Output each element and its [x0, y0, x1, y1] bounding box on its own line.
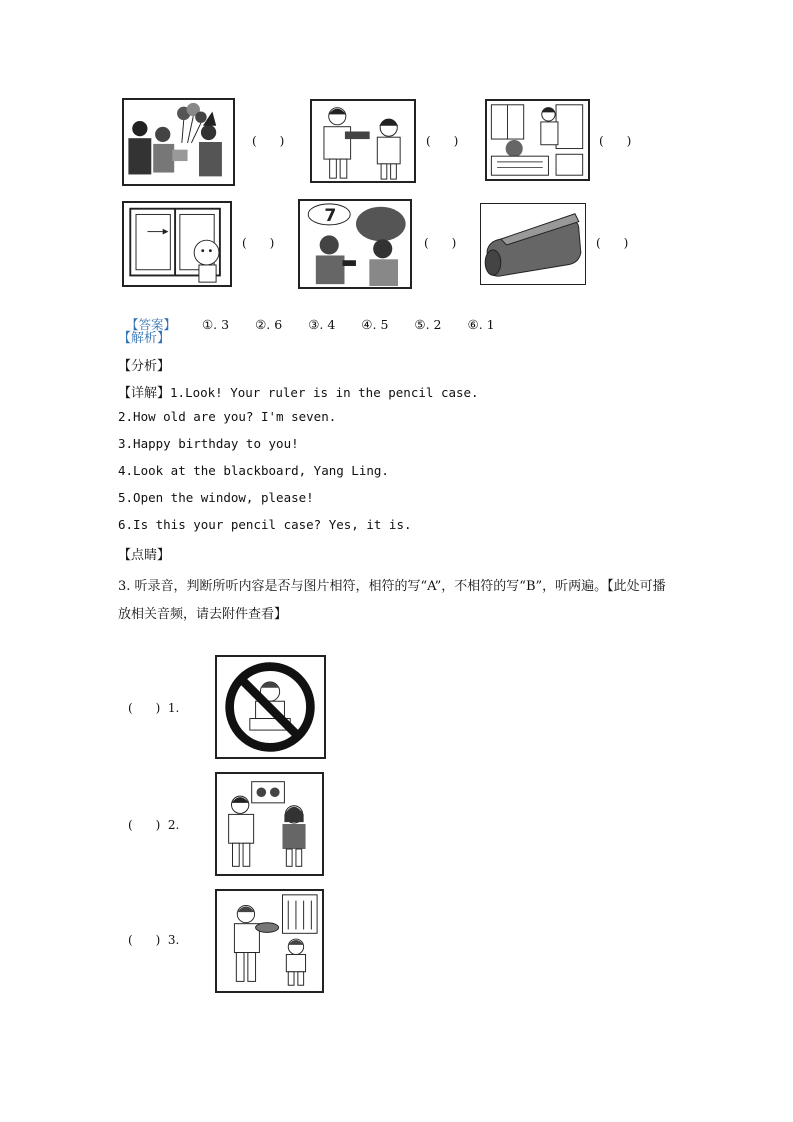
boy-gives-pencil-case-picture: [310, 99, 416, 183]
no-eating-sign-picture: [215, 655, 326, 759]
answer-item: ⑤. 2: [414, 317, 442, 332]
detail-sentence: 2.How old are you? I'm seven.: [118, 409, 337, 424]
match-blank-5[interactable]: ( ): [424, 236, 457, 250]
detail-sentence: 3.Happy birthday to you!: [118, 436, 299, 451]
judge-number: 2.: [167, 818, 180, 832]
answer-item: ④. 5: [361, 317, 389, 332]
boy-with-pie-picture: [215, 889, 324, 993]
answer-item: ①. 3: [201, 317, 230, 332]
birthday-party-picture: [122, 98, 235, 186]
detail-line-1: [118, 382, 479, 401]
detail-sentence: 1.Look! Your ruler is in the pencil case.: [170, 385, 479, 400]
judge-item-3: [128, 933, 179, 947]
svg-text:7: 7: [324, 206, 337, 227]
judge-blank[interactable]: ( ): [128, 818, 161, 832]
dianjing-label: 【点睛】: [118, 548, 171, 563]
answer-item: ③. 4: [308, 317, 336, 332]
match-blank-2[interactable]: ( ): [426, 134, 459, 148]
judge-number: 3.: [167, 933, 180, 947]
judge-blank[interactable]: ( ): [128, 701, 161, 715]
detail-sentence: 6.Is this your pencil case? Yes, it is.: [118, 517, 412, 532]
match-blank-4[interactable]: ( ): [242, 236, 275, 250]
judge-item-1: [128, 701, 179, 715]
answer-item: ②. 6: [255, 317, 283, 332]
answer-line: [118, 300, 495, 333]
detail-sentence: 5.Open the window, please!: [118, 490, 314, 505]
detail-label: 【详解】: [118, 386, 171, 401]
answer-item: ⑥. 1: [467, 317, 495, 332]
age-seven-picture: [298, 199, 412, 289]
match-blank-3[interactable]: ( ): [599, 134, 632, 148]
answer-label: 【答案】: [125, 317, 176, 332]
match-blank-1[interactable]: ( ): [252, 134, 285, 148]
open-window-picture: [122, 201, 232, 287]
judge-blank[interactable]: ( ): [128, 933, 161, 947]
match-blank-6[interactable]: ( ): [596, 236, 629, 250]
classroom-blackboard-picture: [485, 99, 590, 181]
judge-number: 1.: [167, 701, 180, 715]
pencil-case-picture: [480, 203, 586, 285]
detail-sentence: 4.Look at the blackboard, Yang Ling.: [118, 463, 389, 478]
two-children-talking-picture: [215, 772, 324, 876]
judge-item-2: [128, 818, 179, 832]
fenxi-label: 【分析】: [118, 359, 171, 374]
question-3-instruction: 3. 听录音，判断所听内容是否与图片相符，相符的写“A”，不相符的写“B”，听两遍。【此处可播放相关音频，请去附件查看】: [118, 579, 666, 622]
analysis-label: 【解析】: [118, 331, 171, 346]
